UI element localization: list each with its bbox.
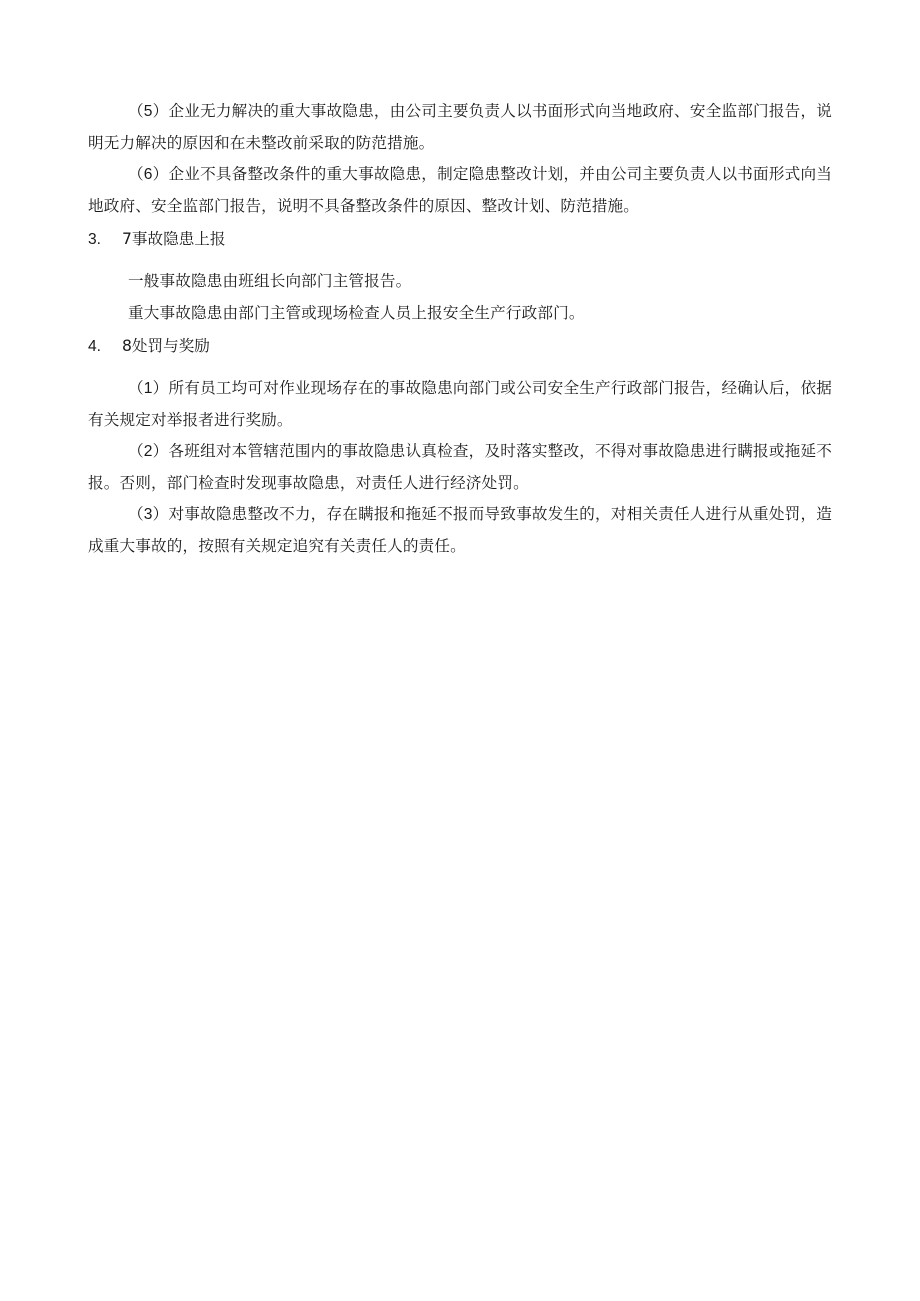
paragraph-text: 重大事故隐患由部门主管或现场检查人员上报安全生产行政部门。	[128, 303, 585, 322]
paragraph-general-hazard	[88, 266, 832, 298]
section-title: 8处罚与奖励	[122, 337, 210, 355]
section-number: 4.	[88, 338, 102, 355]
paragraph-text: 所有员工均可对作业现场存在的事故隐患向部门或公司安全生产行政部门报告，经确认后，依据有关规定对举报者进行奖励。	[88, 379, 832, 429]
document-page	[88, 96, 832, 562]
paragraph-text: 对事故隐患整改不力，存在瞒报和拖延不报而导致事故发生的，对相关责任人进行从重处罚，造成重大事故的，按照有关规定追究有关责任人的责任。	[88, 505, 832, 555]
paragraph-text: 企业不具备整改条件的重大事故隐患，制定隐患整改计划，并由公司主要负责人以书面形式向当地政府、安全监部门报告，说明不具备整改条件的原因、整改计划、防范措施。	[88, 165, 832, 215]
item-marker: （3）	[128, 506, 169, 523]
paragraph-item-5	[88, 96, 832, 159]
paragraph-text: 一般事故隐患由班组长向部门主管报告。	[128, 272, 412, 290]
paragraph-text: 各班组对本管辖范围内的事故隐患认真检查，及时落实整改，不得对事故隐患进行瞒报或拖延不报。否则，部门检查时发现事故隐患，对责任人进行经济处罚。	[88, 442, 832, 492]
paragraph-major-hazard	[88, 298, 832, 330]
paragraph-text: 企业无力解决的重大事故隐患，由公司主要负责人以书面形式向当地政府、安全监部门报告，说明无力解决的原因和在未整改前采取的防范措施。	[88, 102, 832, 152]
section-heading-reward	[88, 331, 832, 373]
section-number: 3.	[88, 231, 102, 248]
paragraph-reward-2	[88, 436, 832, 499]
paragraph-reward-3	[88, 499, 832, 562]
paragraph-reward-1	[88, 373, 832, 436]
item-marker: （5）	[128, 103, 169, 120]
item-marker: （2）	[128, 443, 169, 460]
section-title: 7事故隐患上报	[122, 230, 226, 248]
item-marker: （1）	[128, 380, 169, 397]
paragraph-item-6	[88, 159, 832, 222]
item-marker: （6）	[128, 166, 169, 183]
section-heading-report	[88, 224, 832, 266]
